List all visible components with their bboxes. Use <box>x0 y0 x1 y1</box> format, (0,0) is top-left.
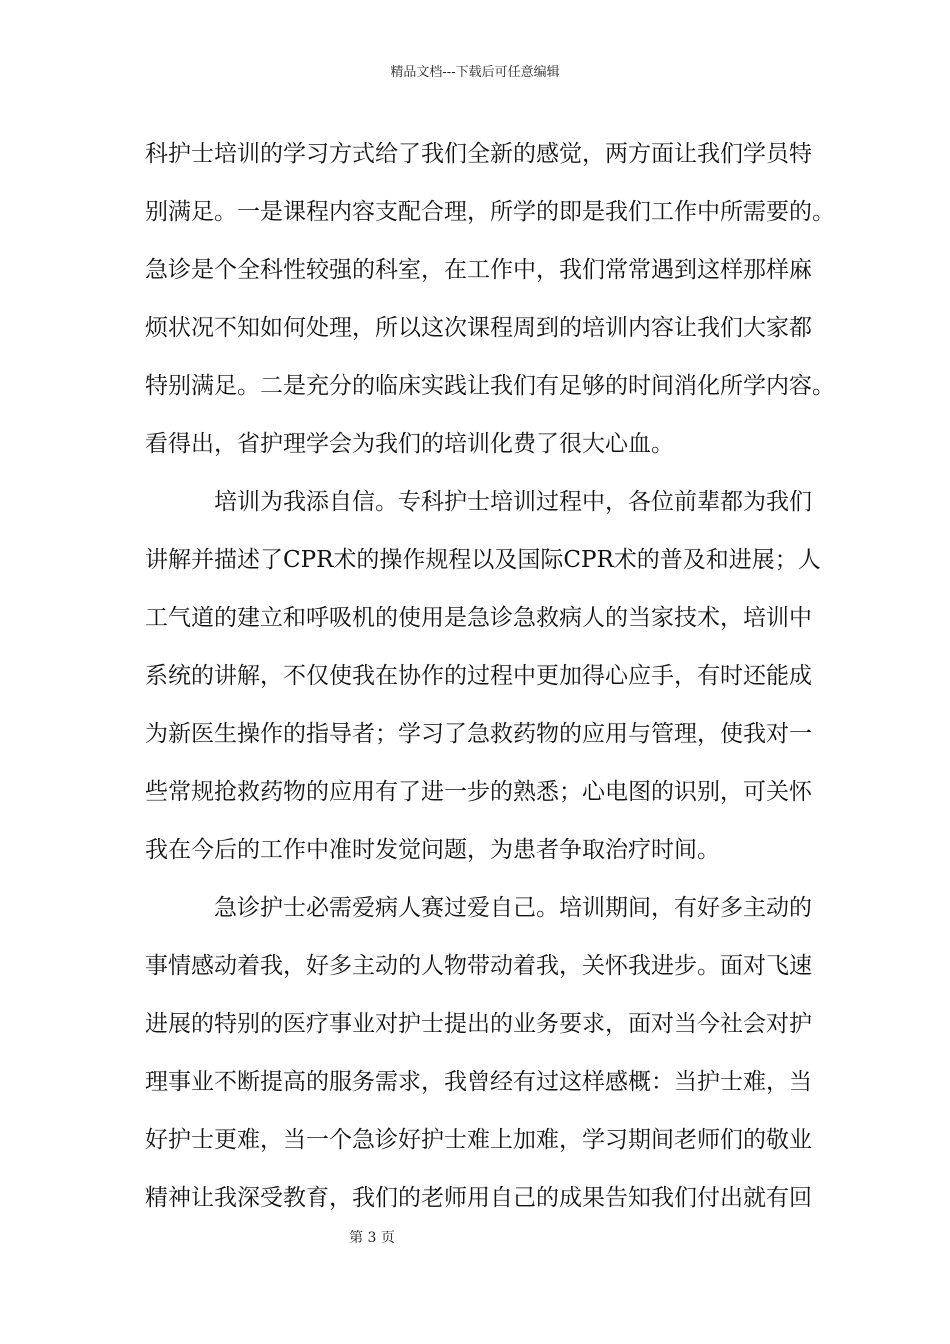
paragraph-first-line: 培训为我添自信。专科护士培训过程中，各位前辈都为我们 <box>214 489 812 515</box>
paragraph-line: 系统的讲解，不仅使我在协作的过程中更加得心应手，有时还能成 <box>145 663 812 689</box>
paragraph-line: 科护士培训的学习方式给了我们全新的感觉，两方面让我们学员特 <box>145 141 812 167</box>
paragraph-line: 进展的特别的医疗事业对护士提出的业务要求，面对当今社会对护 <box>145 1011 812 1037</box>
paragraph-line: 事情感动着我，好多主动的人物带动着我，关怀我进步。面对飞速 <box>145 953 812 979</box>
page-number: 第 3 页 <box>349 1230 395 1246</box>
paragraph-line: 工气道的建立和呼吸机的使用是急诊急救病人的当家技术，培训中 <box>145 605 812 631</box>
paragraph-line: 别满足。一是课程内容支配合理，所学的即是我们工作中所需要的。 <box>145 199 835 225</box>
paragraph-line: 些常规抢救药物的应用有了进一步的熟悉；心电图的识别，可关怀 <box>145 779 812 805</box>
paragraph-line: 理事业不断提高的服务需求，我曾经有过这样感概：当护士难，当 <box>145 1069 812 1095</box>
paragraph-line: 精神让我深受教育，我们的老师用自己的成果告知我们付出就有回 <box>145 1185 812 1211</box>
paragraph-first-line: 急诊护士必需爱病人赛过爱自己。培训期间，有好多主动的 <box>214 895 812 921</box>
paragraph-line: 烦状况不知如何处理，所以这次课程周到的培训内容让我们大家都 <box>145 315 812 341</box>
paragraph-line: 特别满足。二是充分的临床实践让我们有足够的时间消化所学内容。 <box>145 373 835 399</box>
document-body <box>145 134 835 1236</box>
page-header: 精品文档---下载后可任意编辑 <box>390 65 560 80</box>
paragraph-line: 我在今后的工作中准时发觉问题，为患者争取治疗时间。 <box>145 837 720 863</box>
paragraph-line: 好护士更难，当一个急诊好护士难上加难，学习期间老师们的敬业 <box>145 1127 812 1153</box>
paragraph-line: 讲解并描述了CPR术的操作规程以及国际CPR术的普及和进展；人 <box>145 547 821 573</box>
paragraph-line: 看得出，省护理学会为我们的培训化费了很大心血。 <box>145 431 674 457</box>
paragraph-line: 急诊是个全科性较强的科室，在工作中，我们常常遇到这样那样麻 <box>145 257 812 283</box>
paragraph-line: 为新医生操作的指导者；学习了急救药物的应用与管理，使我对一 <box>145 721 812 747</box>
